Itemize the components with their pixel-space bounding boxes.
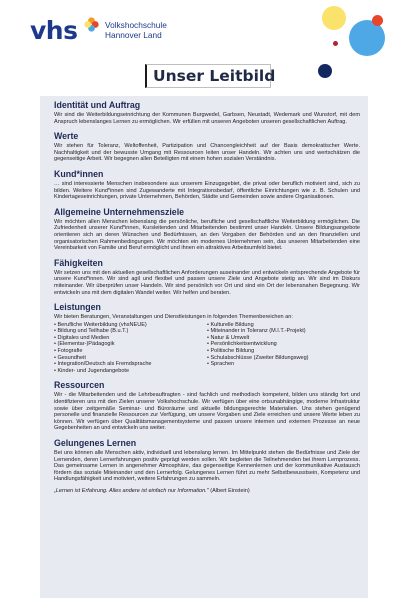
section-text-kundinnen: … sind interessierte Menschen insbesondere aus unserem Einzugsgebiet, die privat oder beruflich motiviert sind, sich zu bilden. Weitere Kund*innen sind Zugewanderte mit Integrationsbedarf, öffentliche Einrichtungen wie z. B. Schulen und Kindertageseinrichtungen, private Unternehmen, Behörden, Städte und Gemeinden sowie andere Organisationen. <box>54 180 360 201</box>
section-heading-werte: Werte <box>54 131 79 142</box>
list-item: • Berufliche Weiterbildung (vhsNEUE) <box>54 321 147 328</box>
section-heading-unternehmensziele: Allgemeine Unternehmensziele <box>54 206 185 217</box>
list-item: • Gesundheit <box>54 354 86 361</box>
deco-dot-yellow <box>322 6 346 30</box>
section-heading-leistungen: Leistungen <box>54 302 101 313</box>
section-heading-faehigkeiten: Fähigkeiten <box>54 257 103 268</box>
list-item: • Natur & Umwelt <box>207 334 250 341</box>
logo-mark: vhs <box>30 16 78 45</box>
list-item: • Politische Bildung <box>207 348 255 355</box>
list-item: • Fotografie <box>54 348 83 355</box>
list-item: • Sprachen <box>207 361 235 368</box>
section-heading-gelungenes-lernen: Gelungenes Lernen <box>54 438 137 448</box>
title-box <box>145 64 276 88</box>
leistungen-list <box>54 322 360 375</box>
list-item: • Kinder- und Jugendangebote <box>54 367 130 374</box>
section-text-faehigkeiten: Wir setzen uns mit den aktuellen gesellschaftlichen Anforderungen auseinander und entwickeln entsprechende Angebote für unsere Kund*innen. Wir sind agil und flexibel und passen unsere Ziele und Angebote stetig an. Wir sind im Diskurs miteinander. Wir überprüfen unser Handeln. Wir sind persönlich vor Ort und sind ein Ort der lebensnahen Begegnung. Wir entwickeln uns mit dem digitalen Wandel weiter. Wir helfen und beraten. <box>54 269 360 296</box>
vhs-logo <box>30 14 250 50</box>
logo-line-2: Hannover Land <box>105 30 162 40</box>
leistungen-list-right <box>207 322 360 375</box>
logo-line-1: Volkshochschule <box>105 20 167 30</box>
leistungen-list-left <box>54 322 207 375</box>
section-text-leistungen: Wir bieten Beratungen, Veranstaltungen und Dienstleistungen in folgenden Themenbereichen an: <box>54 314 293 321</box>
list-item: • Miteinander in Toleranz (M.I.T.-Projekt) <box>207 328 306 335</box>
section-heading-kundinnen: Kund*innen <box>54 168 104 179</box>
list-item: • Persönlichkeitsentwicklung <box>207 341 277 348</box>
list-item: • (Elementar-)Pädagogik <box>54 341 115 348</box>
deco-dot-navy <box>318 64 332 78</box>
list-item: • Kulturelle Bildung <box>207 321 254 328</box>
section-heading-ressourcen: Ressourcen <box>54 380 105 391</box>
section-heading-identitaet: Identität und Auftrag <box>54 100 141 110</box>
section-text-gelungenes-lernen: Bei uns können alle Menschen aktiv, individuell und lebenslang lernen. Im Mittelpunkt stehen die Bedürfnisse und Ziele der Lernenden, deren Lernerfahrungen positiv geprägt werden sollen. Wir begleiten die Teilnehmenden bei ihrem Lernprozess. Das gemeinsame Lernen in angenehmer Atmosphäre, das gegenseitige Kennenlernen und der kommunikative Austausch fördern das soziale Miteinander und den Lernerfolg. Gelungenes Lernen führt zu mehr Selbstbewusstsein, Kompetenz und Handlungsfähigkeit und motiviert, weitere Erfahrungen zu sammeln. <box>54 450 360 483</box>
deco-dot-small-red <box>333 41 338 46</box>
quote-text: „Lernen ist Erfahrung. Alles andere ist einfach nur Information." <box>54 487 209 494</box>
leitbild-content <box>54 100 360 495</box>
quote-author: (Albert Einstein) <box>210 487 250 494</box>
list-item: • Digitales und Medien <box>54 334 110 341</box>
list-item: • Schulabschlüsse (Zweiter Bildungsweg) <box>207 354 309 361</box>
logo-flower-icon <box>84 17 99 32</box>
list-item: • Bildung und Teilhabe (B.u.T.) <box>54 328 129 335</box>
einstein-quote <box>54 488 360 495</box>
list-item: • Integration/Deutsch als Fremdsprache <box>54 361 152 368</box>
section-text-identitaet: Wir sind die Weiterbildungseinrichtung der Kommunen Burgwedel, Garbsen, Neustadt, Wedemark und Wunstorf, mit dem Anspruch lebenslanges Lernen zu ermöglichen. Wir erfüllen mit unseren Angeboten unseren gesellschaftlichen Auftrag. <box>54 112 360 125</box>
section-text-unternehmensziele: Wir möchten allen Menschen lebenslang die persönliche, berufliche und gesellschaftliche Weiterbildung ermöglichen. Die Zufriedenheit unserer Kund*innen, Kursleitenden und Mitarbeitenden bestimmt unser Handeln. Unsere Bildungsangebote orientieren sich an deren Wünschen und Bedürfnissen, an den Vorgaben der Behörden und an den finanziellen und organisatorischen Rahmenbedingungen. Wir möchten ein modernes Unternehmen sein, das unseren Mitarbeitenden eine Vereinbarkeit von Familie und Beruf ermöglicht und ihnen ein attraktives Arbeitsumfeld bietet. <box>54 218 360 252</box>
section-text-ressourcen: Wir - die Mitarbeitenden und die Lehrbeauftragten - sind fachlich und methodisch kompetent, bilden uns ständig fort und identifizieren uns mit den Zielen unserer Volkshochschule. Wir verfügen über eine ortsunabhängige, moderne Infrastruktur sowie über zeitgemäße Seminar- und Büroräume und aktuelle bildungsgerechte Materialien. Uns stehen genügend personelle und finanzielle Ressourcen zur Verfügung, um unsere Vorgaben und Ziele erreichen und unsere Werte leben zu können. Wir verfügen über Qualitätsmanagementsysteme und passen unsere internen und externen Prozesse an neue Gegebenheiten an und entwickeln uns weiter. <box>54 392 360 432</box>
page-title: Unser Leitbild <box>153 67 276 85</box>
deco-dot-red <box>372 15 383 26</box>
section-text-werte: Wir stehen für Toleranz, Weltoffenheit, Partizipation und Chancengleichheit auf der Basis demokratischer Werte. Nachhaltigkeit und der bewusste Umgang mit Ressourcen leiten unser Handeln. Wir achten uns und wertschätzen die gegenseitige Arbeit. Wir begegnen allen Beteiligten mit einem hohen sozialen Verständnis. <box>54 143 360 163</box>
